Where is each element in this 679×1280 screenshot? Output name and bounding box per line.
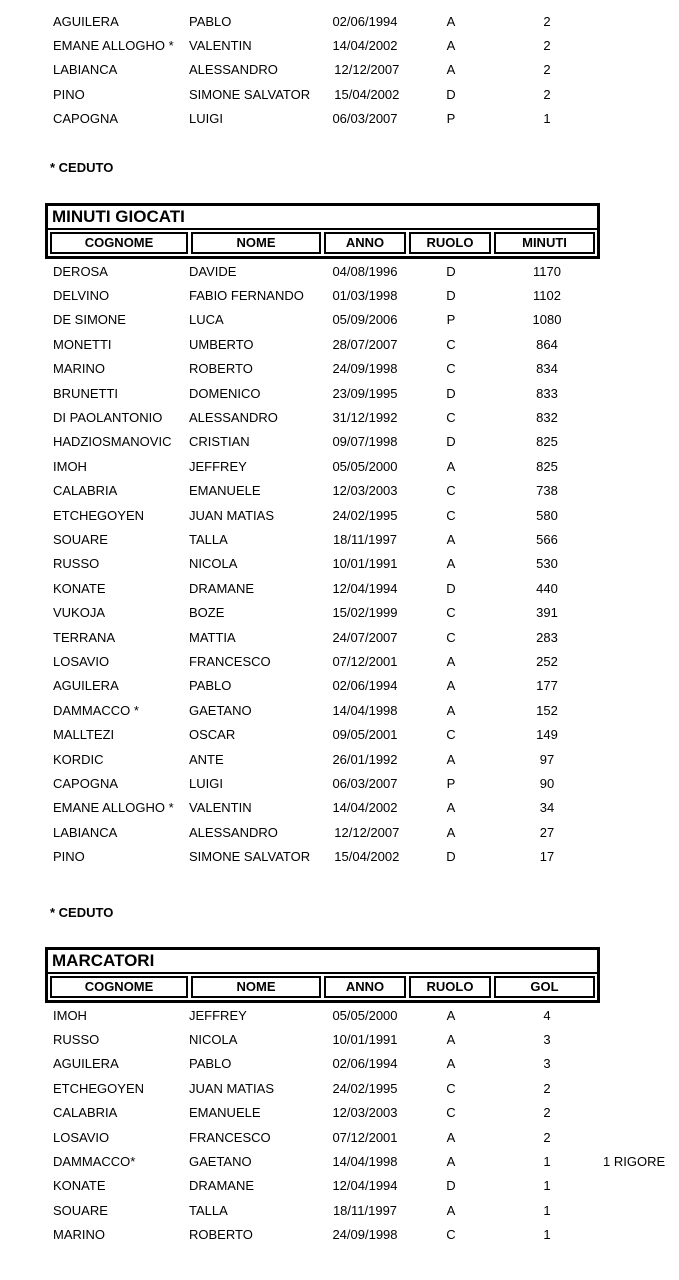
cell-ruolo: A [446, 702, 456, 718]
cell-anno: 18/11/1997 [332, 531, 398, 547]
cell-anno: 24/02/1995 [332, 507, 398, 523]
header-anno: ANNO [324, 232, 406, 254]
cell-cognome: HADZIOSMANOVIC [53, 434, 172, 450]
cell-nome: PABLO [189, 1056, 232, 1072]
cell-cognome: DEROSA [53, 263, 108, 279]
table-row [45, 698, 679, 722]
table-row [45, 405, 679, 429]
cell-val: 4 [543, 1007, 551, 1023]
cell-nome: MATTIA [189, 629, 236, 645]
cell-ruolo: C [446, 1080, 456, 1096]
cell-ruolo: C [446, 483, 456, 499]
cell-cognome: CAPOGNA [53, 111, 119, 127]
table-row [45, 82, 679, 106]
cell-val: 2 [543, 1080, 551, 1096]
cell-nome: DRAMANE [189, 1178, 255, 1194]
cell-ruolo: A [446, 678, 456, 694]
cell-val: 149 [536, 727, 558, 743]
cell-nome: LUCA [189, 312, 224, 328]
cell-nome: ANTE [189, 751, 224, 767]
table-row [45, 1027, 679, 1051]
cell-ruolo: P [446, 312, 456, 328]
cell-anno: 09/07/1998 [332, 434, 398, 450]
table-row [45, 259, 679, 283]
header-gol: GOL [494, 976, 595, 998]
header-anno: ANNO [324, 976, 406, 998]
cell-nome: GAETANO [189, 1154, 252, 1170]
cell-ruolo: C [446, 605, 456, 621]
cell-cognome: DE SIMONE [53, 312, 126, 328]
cell-cognome: DELVINO [53, 288, 110, 304]
cell-cognome: VUKOJA [53, 605, 106, 621]
cell-cognome: MARINO [53, 1227, 105, 1243]
cell-nome: FRANCESCO [189, 1129, 271, 1145]
cell-cognome: IMOH [53, 458, 87, 474]
cell-cognome: LABIANCA [53, 62, 118, 78]
table-row [45, 552, 679, 576]
cell-anno: 01/03/1998 [332, 288, 398, 304]
cell-val: 2 [543, 1129, 551, 1145]
cell-cognome: TERRANA [53, 629, 116, 645]
table-row [45, 1052, 679, 1076]
cell-ruolo: D [446, 580, 456, 596]
cell-ruolo: D [446, 263, 456, 279]
cell-anno: 24/09/1998 [332, 361, 398, 377]
minuti-giocati-header-box [45, 203, 600, 259]
cell-cognome: PINO [53, 849, 85, 865]
cell-ruolo: D [446, 288, 456, 304]
cell-anno: 24/09/1998 [332, 1227, 398, 1243]
cell-anno: 24/07/2007 [332, 629, 398, 645]
table-row [45, 771, 679, 795]
cell-val: 1 [543, 1178, 551, 1194]
cell-cognome: ETCHEGOYEN [53, 1080, 145, 1096]
cell-anno: 31/12/1992 [332, 410, 398, 426]
cell-ruolo: A [446, 1056, 456, 1072]
cell-cognome: MONETTI [53, 336, 112, 352]
cell-cognome: LOSAVIO [53, 653, 110, 669]
cell-nome: ROBERTO [189, 1227, 253, 1243]
minuti-giocati-rows [45, 259, 679, 869]
cell-cognome: DAMMACCO* [53, 1154, 136, 1170]
minuti-giocati-header-row [48, 230, 597, 256]
ceduto-note: * CEDUTO [50, 905, 114, 920]
table-row [45, 625, 679, 649]
cell-anno: 14/04/1998 [332, 702, 398, 718]
table-row [45, 308, 679, 332]
table-row [45, 430, 679, 454]
cell-nome: DRAMANE [189, 580, 255, 596]
header-cognome: COGNOME [50, 976, 188, 998]
table-row [45, 503, 679, 527]
table-row [45, 9, 679, 33]
cell-anno: 12/03/2003 [332, 1105, 398, 1121]
cell-val: 580 [536, 507, 558, 523]
table-row [45, 1003, 679, 1027]
cell-nome: PABLO [189, 678, 232, 694]
cell-cognome: CALABRIA [53, 1105, 118, 1121]
cell-ruolo: D [446, 849, 456, 865]
cell-cognome: PINO [53, 86, 85, 102]
cell-nome: ALESSANDRO [189, 824, 278, 840]
cell-ruolo: A [446, 751, 456, 767]
table-row [45, 107, 679, 131]
cell-val: 177 [536, 678, 558, 694]
cell-nome: ROBERTO [189, 361, 253, 377]
table-row [45, 33, 679, 57]
marcatori-header-row [48, 974, 597, 1000]
cell-ruolo: A [446, 1007, 456, 1023]
table-row [45, 479, 679, 503]
table-row [45, 722, 679, 746]
cell-anno: 12/03/2003 [332, 483, 398, 499]
cell-ruolo: C [446, 361, 456, 377]
minuti-giocati-section [45, 203, 679, 869]
cell-val: 864 [536, 336, 558, 352]
marcatori-section [45, 947, 679, 1247]
table-row [45, 649, 679, 673]
table-row [45, 844, 679, 868]
cell-cognome: CALABRIA [53, 483, 118, 499]
cell-val: 833 [536, 385, 558, 401]
header-ruolo: RUOLO [409, 232, 491, 254]
cell-cognome: AGUILERA [53, 678, 119, 694]
cell-anno: 02/06/1994 [332, 13, 398, 29]
cell-nome: JEFFREY [189, 1007, 247, 1023]
cell-note: 1 RIGORE [603, 1154, 666, 1170]
table-row [45, 381, 679, 405]
cell-ruolo: A [446, 800, 456, 816]
cell-anno: 15/04/2002 [330, 86, 400, 102]
header-cognome: COGNOME [50, 232, 188, 254]
cell-val: 1 [543, 1154, 551, 1170]
table-row [45, 332, 679, 356]
cell-val: 834 [536, 361, 558, 377]
cell-nome: SIMONE SALVATOR [189, 849, 311, 865]
cell-anno: 06/03/2007 [332, 775, 398, 791]
cell-ruolo: C [446, 507, 456, 523]
table-row [45, 820, 679, 844]
cell-ruolo: C [446, 727, 456, 743]
cell-anno: 28/07/2007 [332, 336, 398, 352]
table-row [45, 1198, 679, 1222]
cell-ruolo: A [446, 1032, 456, 1048]
cell-cognome: AGUILERA [53, 13, 119, 29]
cell-anno: 26/01/1992 [332, 751, 398, 767]
cell-nome: JEFFREY [189, 458, 247, 474]
cell-anno: 15/02/1999 [332, 605, 398, 621]
cell-val: 1170 [533, 263, 561, 279]
cell-nome: EMANUELE [189, 483, 261, 499]
cell-ruolo: C [446, 629, 456, 645]
cell-val: 252 [536, 653, 558, 669]
cell-val: 825 [536, 434, 558, 450]
cell-val: 1 [543, 1227, 551, 1243]
cell-cognome: IMOH [53, 1007, 87, 1023]
cell-ruolo: D [446, 385, 456, 401]
cell-ruolo: D [446, 86, 456, 102]
cell-ruolo: A [446, 1129, 456, 1145]
cell-val: 152 [536, 702, 558, 718]
cell-anno: 04/08/1996 [332, 263, 398, 279]
cell-anno: 07/12/2001 [332, 1129, 398, 1145]
table-row [45, 454, 679, 478]
table-row [45, 796, 679, 820]
cell-ruolo: A [446, 824, 456, 840]
cell-ruolo: A [446, 458, 456, 474]
cell-val: 90 [539, 775, 555, 791]
cell-cognome: KONATE [53, 580, 106, 596]
cell-anno: 09/05/2001 [332, 727, 398, 743]
cell-anno: 12/04/1994 [332, 1178, 398, 1194]
table-row [45, 357, 679, 381]
cell-nome: LUIGI [189, 775, 223, 791]
cell-cognome: RUSSO [53, 556, 100, 572]
cell-ruolo: P [446, 775, 456, 791]
table-row [45, 1149, 679, 1173]
header-ruolo: RUOLO [409, 976, 491, 998]
cell-nome: EMANUELE [189, 1105, 261, 1121]
cell-anno: 05/05/2000 [332, 458, 398, 474]
cell-ruolo: A [446, 62, 456, 78]
header-nome: NOME [191, 232, 321, 254]
header-nome: NOME [191, 976, 321, 998]
cell-anno: 07/12/2001 [332, 653, 398, 669]
cell-val: 1102 [533, 288, 561, 304]
cell-anno: 10/01/1991 [332, 1032, 398, 1048]
cell-ruolo: C [446, 410, 456, 426]
cell-val: 1 [543, 1202, 551, 1218]
cell-val: 2 [543, 62, 551, 78]
table-row [45, 600, 679, 624]
marcatori-header-box [45, 947, 600, 1003]
cell-nome: FRANCESCO [189, 653, 271, 669]
cell-anno: 05/09/2006 [332, 312, 398, 328]
cell-nome: NICOLA [189, 1032, 238, 1048]
top-table-rows [45, 9, 679, 131]
cell-cognome: LOSAVIO [53, 1129, 110, 1145]
table-row [45, 1101, 679, 1125]
cell-nome: PABLO [189, 13, 232, 29]
cell-ruolo: A [446, 531, 456, 547]
cell-val: 2 [543, 86, 551, 102]
cell-ruolo: A [446, 556, 456, 572]
cell-nome: ALESSANDRO [189, 410, 278, 426]
cell-val: 832 [536, 410, 558, 426]
cell-ruolo: C [446, 1105, 456, 1121]
cell-nome: JUAN MATIAS [189, 1080, 274, 1096]
table-row [45, 747, 679, 771]
cell-nome: CRISTIAN [189, 434, 250, 450]
marcatori-rows [45, 1003, 679, 1247]
cell-cognome: EMANE ALLOGHO * [53, 38, 174, 54]
cell-nome: LUIGI [189, 111, 223, 127]
cell-nome: FABIO FERNANDO [189, 288, 304, 304]
table-row [45, 1223, 679, 1247]
cell-anno: 14/04/2002 [332, 800, 398, 816]
cell-anno: 24/02/1995 [332, 1080, 398, 1096]
cell-cognome: KONATE [53, 1178, 106, 1194]
cell-val: 3 [543, 1032, 551, 1048]
cell-nome: SIMONE SALVATOR [189, 86, 311, 102]
cell-cognome: MALLTEZI [53, 727, 115, 743]
cell-val: 2 [543, 13, 551, 29]
cell-nome: DAVIDE [189, 263, 237, 279]
cell-ruolo: A [446, 653, 456, 669]
header-minuti: MINUTI [494, 232, 595, 254]
cell-val: 1080 [532, 312, 562, 328]
table-row [45, 1076, 679, 1100]
cell-cognome: EMANE ALLOGHO * [53, 800, 174, 816]
cell-val: 2 [543, 1105, 551, 1121]
cell-cognome: AGUILERA [53, 1056, 119, 1072]
cell-cognome: LABIANCA [53, 824, 118, 840]
cell-nome: TALLA [189, 531, 228, 547]
cell-ruolo: P [446, 111, 456, 127]
table-row [45, 1125, 679, 1149]
cell-cognome: ETCHEGOYEN [53, 507, 145, 523]
cell-anno: 05/05/2000 [332, 1007, 398, 1023]
cell-val: 27 [539, 824, 555, 840]
table-row [45, 1174, 679, 1198]
cell-anno: 23/09/1995 [332, 385, 398, 401]
cell-val: 566 [536, 531, 558, 547]
cell-nome: BOZE [189, 605, 225, 621]
cell-anno: 06/03/2007 [332, 111, 398, 127]
cell-val: 440 [536, 580, 558, 596]
table-row [45, 283, 679, 307]
cell-val: 17 [539, 849, 555, 865]
ceduto-note: * CEDUTO [50, 160, 114, 175]
cell-ruolo: A [446, 38, 456, 54]
cell-nome: VALENTIN [189, 800, 252, 816]
cell-anno: 02/06/1994 [332, 678, 398, 694]
cell-anno: 14/04/2002 [332, 38, 398, 54]
table-row [45, 674, 679, 698]
cell-val: 34 [539, 800, 555, 816]
cell-anno: 14/04/1998 [332, 1154, 398, 1170]
cell-val: 3 [543, 1056, 551, 1072]
minuti-giocati-title: MINUTI GIOCATI [48, 206, 597, 230]
cell-anno: 12/12/2007 [330, 62, 400, 78]
cell-val: 530 [536, 556, 558, 572]
cell-cognome: SOUARE [53, 1202, 108, 1218]
cell-ruolo: C [446, 336, 456, 352]
cell-nome: UMBERTO [189, 336, 254, 352]
cell-val: 283 [536, 629, 558, 645]
cell-val: 1 [543, 111, 551, 127]
cell-ruolo: D [446, 1178, 456, 1194]
cell-anno: 02/06/1994 [332, 1056, 398, 1072]
cell-nome: VALENTIN [189, 38, 252, 54]
cell-anno: 10/01/1991 [332, 556, 398, 572]
cell-ruolo: A [446, 13, 456, 29]
cell-nome: OSCAR [189, 727, 236, 743]
cell-cognome: MARINO [53, 361, 105, 377]
cell-ruolo: A [446, 1202, 456, 1218]
cell-val: 2 [543, 38, 551, 54]
cell-cognome: DAMMACCO * [53, 702, 139, 718]
table-row [45, 58, 679, 82]
table-row [45, 527, 679, 551]
cell-ruolo: C [446, 1227, 456, 1243]
cell-cognome: RUSSO [53, 1032, 100, 1048]
cell-nome: JUAN MATIAS [189, 507, 274, 523]
marcatori-title: MARCATORI [48, 950, 597, 974]
cell-anno: 15/04/2002 [330, 849, 400, 865]
cell-val: 738 [536, 483, 558, 499]
cell-nome: GAETANO [189, 702, 252, 718]
cell-anno: 12/04/1994 [332, 580, 398, 596]
cell-ruolo: A [446, 1154, 456, 1170]
cell-val: 97 [539, 751, 555, 767]
cell-anno: 12/12/2007 [330, 824, 400, 840]
cell-nome: ALESSANDRO [189, 62, 278, 78]
cell-anno: 18/11/1997 [332, 1202, 398, 1218]
cell-nome: TALLA [189, 1202, 228, 1218]
cell-nome: NICOLA [189, 556, 238, 572]
cell-cognome: CAPOGNA [53, 775, 119, 791]
cell-val: 825 [536, 458, 558, 474]
cell-nome: DOMENICO [189, 385, 261, 401]
cell-val: 391 [536, 605, 558, 621]
cell-cognome: DI PAOLANTONIO [53, 410, 163, 426]
cell-ruolo: D [446, 434, 456, 450]
cell-cognome: SOUARE [53, 531, 108, 547]
table-row [45, 576, 679, 600]
cell-cognome: BRUNETTI [53, 385, 118, 401]
cell-cognome: KORDIC [53, 751, 104, 767]
